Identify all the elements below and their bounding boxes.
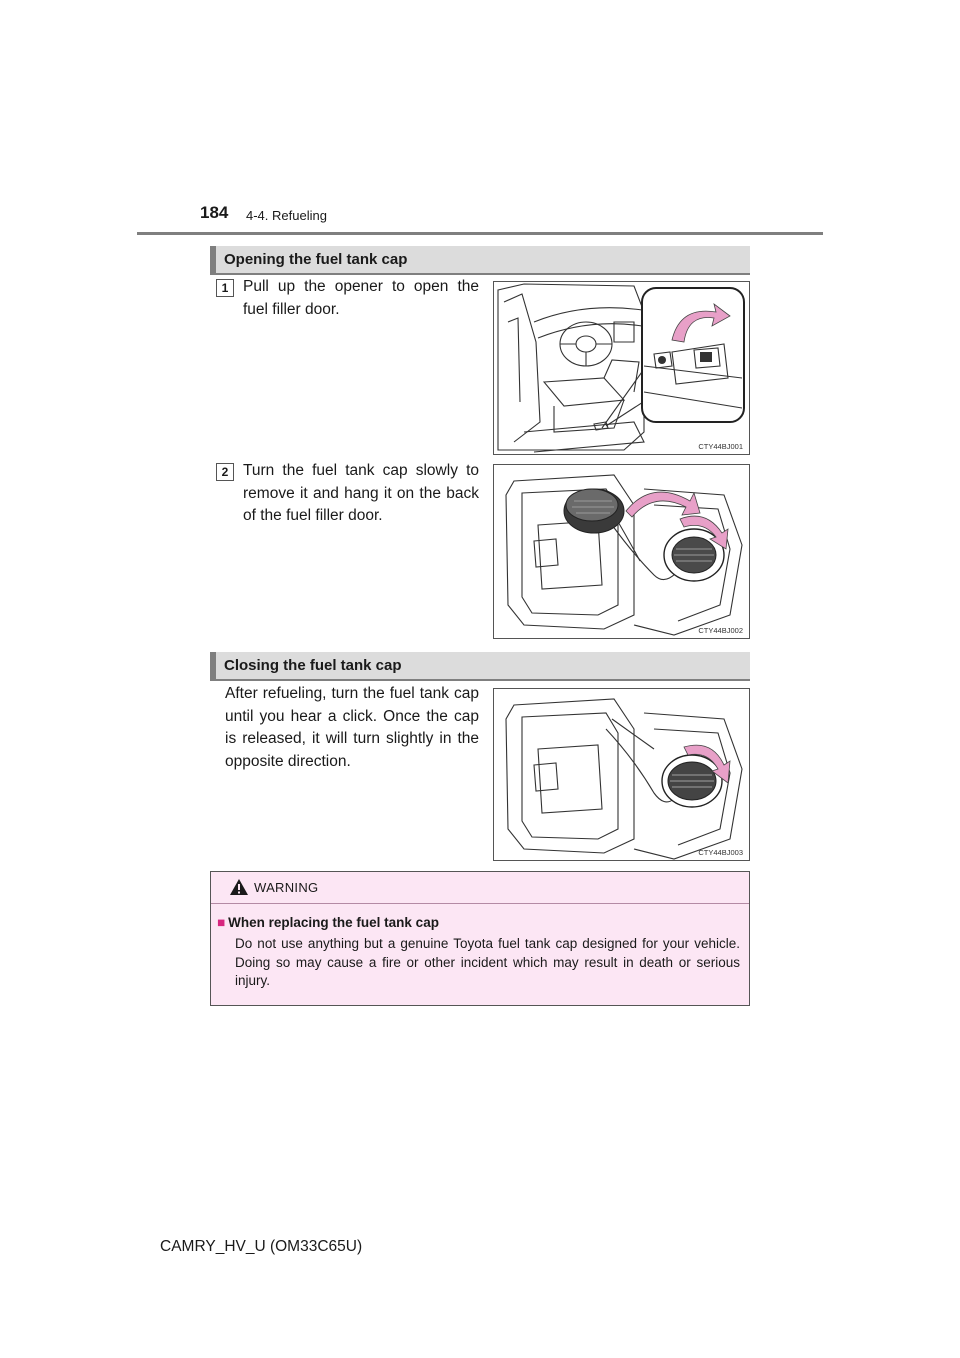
closing-text: After refueling, turn the fuel tank cap until you hear a click. Once the cap is released, it will turn slightly in the opposite direction.	[225, 685, 479, 770]
car-interior-opener-illustration	[494, 282, 750, 455]
remove-arrow	[626, 492, 700, 517]
figure-remove-cap	[493, 464, 750, 639]
section-title: Closing the fuel tank cap	[224, 657, 402, 674]
figure-opener	[493, 281, 750, 455]
step-number-1: 1	[216, 279, 234, 297]
chapter-title: 4-4. Refueling	[246, 208, 327, 223]
section-heading-opening	[210, 246, 750, 273]
warning-triangle-icon	[229, 878, 249, 896]
fuel-door-closing-illustration	[494, 689, 750, 861]
model-code: CAMRY_HV_U (OM33C65U)	[160, 1238, 363, 1255]
step-1-text: Pull up the opener to open the fuel filler door.	[243, 278, 479, 318]
warning-body: Do not use anything but a genuine Toyota fuel tank cap designed for your vehicle. Doing so may cause a fire or other incident which may result in death or serious injury.	[235, 936, 740, 988]
figure-code: CTY44BJ002	[698, 626, 743, 635]
warning-label: WARNING	[254, 880, 319, 895]
header-rule	[137, 232, 823, 235]
fuel-door-open-cap-illustration	[494, 465, 750, 639]
section-title: Opening the fuel tank cap	[224, 251, 408, 268]
figure-close-cap	[493, 688, 750, 861]
warning-box	[210, 871, 750, 1006]
step-number-2: 2	[216, 463, 234, 481]
step-2-text: Turn the fuel tank cap slowly to remove it and hang it on the back of the fuel filler door.	[243, 462, 479, 525]
figure-code: CTY44BJ003	[698, 848, 743, 857]
figure-code: CTY44BJ001	[698, 442, 743, 451]
warning-subheading	[217, 915, 439, 930]
square-bullet-icon: ■	[217, 915, 226, 930]
section-heading-closing	[210, 652, 750, 679]
page-number: 184	[200, 203, 229, 222]
warning-subheading-text: When replacing the fuel tank cap	[228, 915, 439, 930]
warning-header	[211, 872, 749, 904]
